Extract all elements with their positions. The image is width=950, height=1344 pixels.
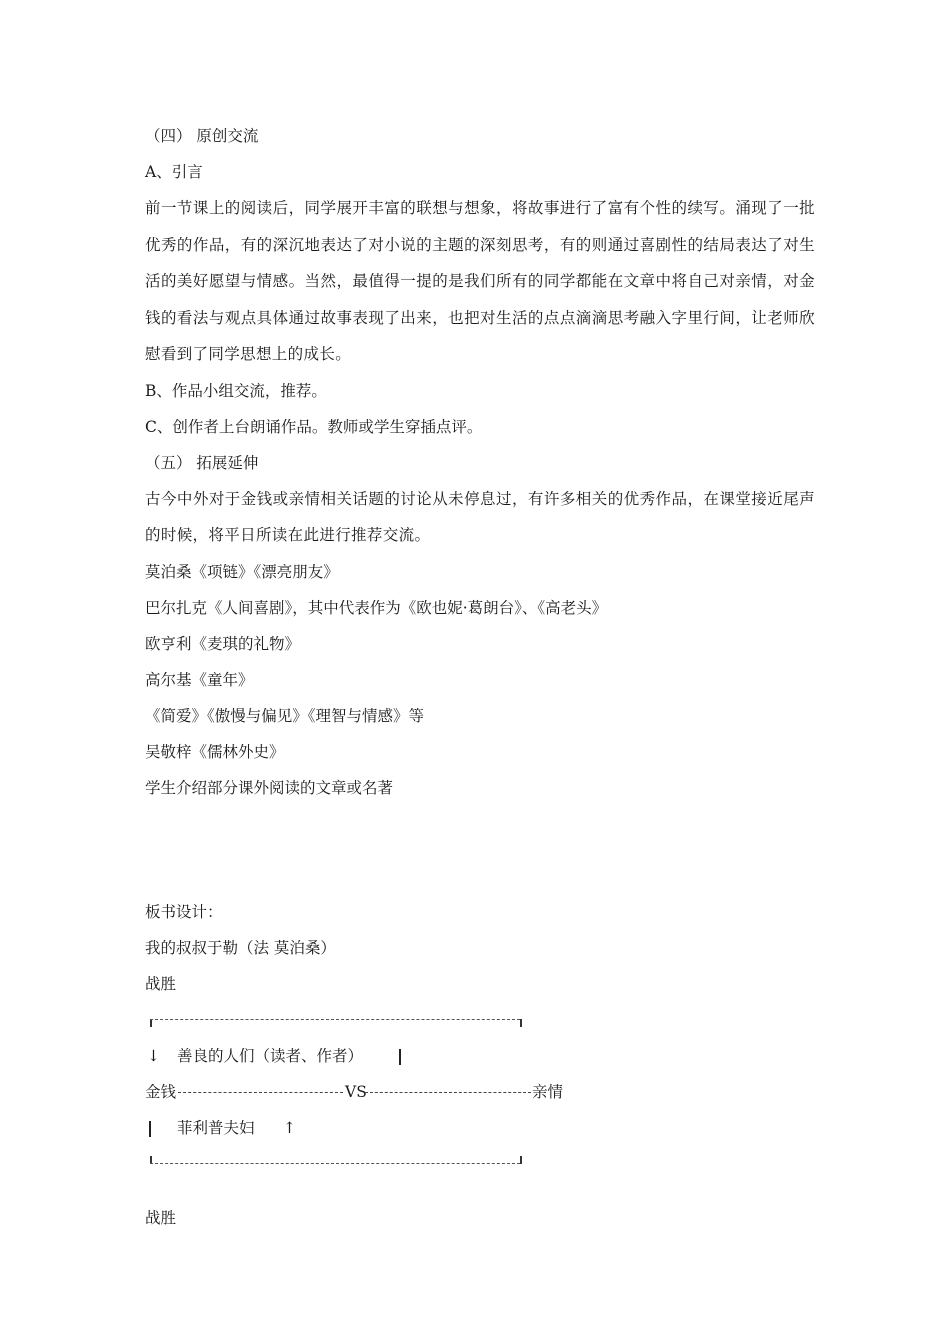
book-item: 吴敬梓《儒林外史》 [145, 742, 285, 761]
board-row-philippe [145, 1110, 815, 1146]
bracket-bottom [145, 1146, 815, 1182]
section5-heading: （五） 拓展延伸 [145, 453, 259, 472]
section4-c-item: C、创作者上台朗诵作品。教师或学生穿插点评。 [145, 417, 483, 436]
bracket-dash-line [150, 1019, 520, 1020]
section4-a-label: A、引言 [145, 163, 203, 181]
vertical-bar-icon [399, 1038, 401, 1074]
bracket-top [145, 1002, 815, 1038]
book-item: 欧亨利《麦琪的礼物》 [145, 634, 301, 653]
section5-paragraph: 古今中外对于金钱或亲情相关话题的讨论从未停息过，有许多相关的优秀作品，在课堂接近尾声的时候，将平日所读在此进行推荐交流。 [145, 489, 815, 544]
up-arrow-icon: ↑ [283, 1118, 296, 1137]
section4-heading: （四） 原创交流 [145, 127, 259, 145]
vs-text: VS [345, 1082, 367, 1101]
board-row-conflict [145, 1074, 815, 1110]
book-item: 《简爱》《傲慢与偏见》《理智与情感》等 [145, 706, 425, 725]
family-text: 亲情 [532, 1082, 564, 1101]
document-page [145, 118, 815, 1236]
board-bottom-win: 战胜 [145, 1208, 177, 1227]
book-item: 学生介绍部分课外阅读的文章或名著 [145, 778, 394, 797]
money-text: 金钱 [145, 1082, 177, 1101]
board-row-good-people [145, 1038, 815, 1074]
down-arrow-icon: ↓ [147, 1046, 160, 1065]
dash-line-left [178, 1092, 343, 1093]
good-people-text: 善良的人们（读者、作者） [177, 1046, 364, 1065]
board-label: 板书设计： [145, 902, 223, 921]
bracket-corner-icon [150, 1019, 152, 1027]
section4-b-item: B、作品小组交流，推荐。 [145, 381, 327, 400]
board-title: 我的叔叔于勒（法 莫泊桑） [145, 938, 336, 957]
philippe-text: 菲利普夫妇 [177, 1118, 255, 1137]
spacer [145, 806, 815, 894]
bracket-corner-icon [520, 1019, 522, 1027]
board-top-win: 战胜 [145, 974, 177, 993]
bracket-dash-line [150, 1163, 520, 1164]
book-item: 高尔基《童年》 [145, 670, 254, 689]
vertical-bar-icon [149, 1110, 151, 1146]
book-item: 巴尔扎克《人间喜剧》，其中代表作为《欧也妮·葛朗台》、《高老头》 [145, 598, 608, 617]
dash-line-right [365, 1092, 531, 1093]
book-item: 莫泊桑《项链》《漂亮朋友》 [145, 562, 339, 581]
bracket-corner-icon [520, 1156, 522, 1164]
section4-paragraph: 前一节课上的阅读后，同学展开丰富的联想与想象，将故事进行了富有个性的续写。涌现了一批优秀的作品，有的深沉地表达了对小说的主题的深刻思考，有的则通过喜剧性的结局表达了对生活的美好愿望与情感。当然，最值得一提的是我们所有的同学都能在文章中将自己对亲情，对金钱的看法与观点具体通过故事表现了出来，也把对生活的点点滴滴思考融入字里行间，让老师欣慰看到了同学思想上的成长。 [145, 199, 815, 363]
